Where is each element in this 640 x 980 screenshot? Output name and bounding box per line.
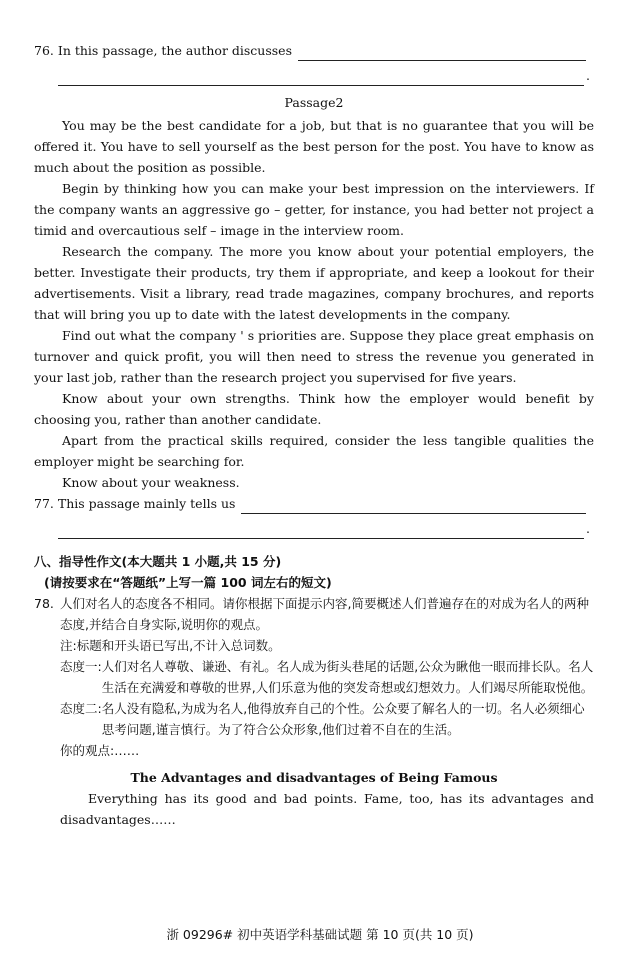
passage-paragraph: Know about your weakness.: [62, 475, 240, 490]
essay-title: The Advantages and disadvantages of Being Famous: [130, 770, 498, 785]
attitude-two: [60, 698, 594, 740]
question-77: [34, 493, 594, 514]
question-76-text: In this passage, the author discusses: [57, 43, 292, 58]
attitude-two-text: 名人没有隐私,为成为名人,他得放弃自己的个性。公众要了解名人的一切。名人必须细心思考问题,谨言慎行。为了符合公众形象,他们过着不自在的生活。: [101, 701, 585, 737]
question-76-number: 76.: [34, 43, 54, 58]
exam-page: [34, 40, 594, 830]
answer-blank-77b[interactable]: [58, 523, 584, 539]
passage-paragraph: Begin by thinking how you can make your best impression on the interviewers. If the company wants an aggressive go – getter, for instance, you had better not project a timid and overcautious self – image in the interview room.: [34, 181, 594, 238]
page-footer: 浙 09296# 初中英语学科基础试题 第 10 页(共 10 页): [166, 927, 474, 942]
answer-blank-76b[interactable]: [58, 70, 584, 86]
answer-line-76: [58, 65, 594, 86]
passage-title: Passage2: [284, 95, 344, 110]
answer-blank-76a[interactable]: [298, 45, 586, 61]
passage-paragraph: Know about your own strengths. Think how the employer would benefit by choosing you, rather than another candidate.: [34, 391, 594, 427]
question-77-text: This passage mainly tells us: [57, 496, 236, 511]
question-76: [34, 40, 594, 61]
question-78: [34, 593, 594, 635]
attitude-one-text: 人们对名人尊敬、谦逊、有礼。名人成为街头巷尾的话题,公众为瞅他一眼而排长队。名人生活在充满爱和尊敬的世界,人们乐意为他的突发奇想或幻想效力。人们竭尽所能取悦他。: [101, 659, 594, 695]
attitude-two-label: 态度二:: [60, 701, 102, 716]
essay-opening: Everything has its good and bad points. Fame, too, has its advantages and disadvantages……: [60, 791, 594, 827]
your-view-label: 你的观点:……: [60, 743, 140, 758]
passage-paragraph: Research the company. The more you know about your potential employers, the better. Investigate their products, try them if appropriate, and keep a lookout for their advertisements. Visit a library, read trade magazines, company brochures, and reports that will bring you up to date with the latest developments in the company.: [34, 244, 594, 322]
passage-body: [34, 115, 594, 493]
passage-paragraph: Apart from the practical skills required, consider the less tangible qualities the employer might be searching for.: [34, 433, 594, 469]
question-77-number: 77.: [34, 496, 54, 511]
passage-paragraph: You may be the best candidate for a job, but that is no guarantee that you will be offered it. You have to sell yourself as the best person for the post. You have to know as much about the position as possible.: [34, 118, 594, 175]
question-76-period: .: [586, 68, 590, 83]
question-78-note: 注:标题和开头语已写出,不计入总词数。: [60, 638, 281, 653]
attitude-one: [60, 656, 594, 698]
question-77-period: .: [586, 521, 590, 536]
attitude-one-label: 态度一:: [60, 659, 102, 674]
section-heading: 八、指导性作文(本大题共 1 小题,共 15 分): [34, 554, 282, 569]
answer-blank-77a[interactable]: [241, 498, 586, 514]
passage-paragraph: Find out what the company ' s priorities are. Suppose they place great emphasis on turnover and quick profit, you will then need to stress the revenue you generated in your last job, rather than the research project you supervised for five years.: [34, 328, 594, 385]
answer-line-77: [58, 518, 594, 539]
question-78-prompt: 人们对名人的态度各不相同。请你根据下面提示内容,简要概述人们普遍存在的对成为名人的两种态度,并结合自身实际,说明你的观点。: [60, 596, 589, 632]
question-78-number: 78.: [34, 596, 54, 611]
section-requirement: (请按要求在“答题纸”上写一篇 100 词左右的短文): [44, 575, 332, 590]
